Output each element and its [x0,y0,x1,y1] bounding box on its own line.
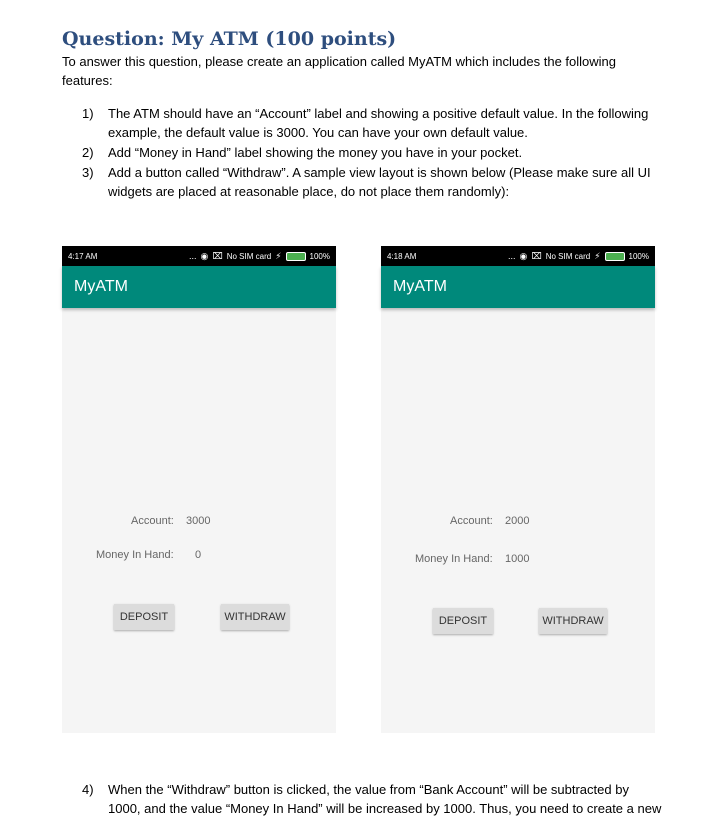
wifi-icon: ◉ [519,250,528,261]
phone-screenshot-after [381,246,655,733]
list-text: The ATM should have an “Account” label and showing a positive default value. In the following example, the default value is 3000. You can have your own default value. [108,106,649,140]
app-bar [62,266,336,308]
battery-icon [286,252,306,261]
status-bar [62,246,336,266]
list-number: 4) [82,782,94,797]
list-text: Add a button called “Withdraw”. A sample view layout is shown below (Please make sure all UI widgets are placed at reasonable place, do not place them randomly): [108,165,651,199]
charging-icon: ⚡ [275,250,282,261]
list-item [82,143,662,162]
question-title: Question: My ATM (100 points) [62,28,397,50]
feature-list-continued [82,780,662,819]
list-number: 2) [82,145,94,160]
money-in-hand-label: Money In Hand: [415,553,493,565]
app-title: MyATM [74,278,128,295]
intro-paragraph: To answer this question, please create an application called MyATM which includes the following features: [62,54,616,88]
money-in-hand-value: 1000 [505,553,530,565]
charging-icon: ⚡ [594,250,601,261]
list-item [82,780,662,818]
money-in-hand-label: Money In Hand: [96,549,174,561]
wifi-icon: ◉ [200,250,209,261]
list-number: 3) [82,165,94,180]
account-label: Account: [450,515,493,527]
list-item [82,163,662,201]
app-title: MyATM [393,278,447,295]
account-value: 2000 [505,515,530,527]
sim-status: No SIM card [226,251,272,261]
account-label: Account: [131,515,174,527]
list-item [82,104,662,142]
signal-dots-icon: ... [188,251,197,261]
status-bar [381,246,655,266]
sim-status: No SIM card [545,251,591,261]
app-bar [381,266,655,308]
phone-screenshot-before [62,246,336,733]
no-sim-icon: ⌧ [212,250,223,261]
withdraw-button[interactable]: WITHDRAW [539,608,607,634]
feature-list [82,104,662,202]
list-number: 1) [82,106,94,121]
list-text: Add “Money in Hand” label showing the money you have in your pocket. [108,145,523,160]
signal-dots-icon: ... [507,251,516,261]
status-time: 4:18 AM [387,251,417,261]
battery-icon [605,252,625,261]
no-sim-icon: ⌧ [531,250,542,261]
money-in-hand-value: 0 [195,549,202,561]
status-time: 4:17 AM [68,251,98,261]
withdraw-button[interactable]: WITHDRAW [221,604,289,630]
account-value: 3000 [186,515,211,527]
battery-percent: 100% [628,251,649,261]
deposit-button[interactable]: DEPOSIT [433,608,493,634]
deposit-button[interactable]: DEPOSIT [114,604,174,630]
list-text: When the “Withdraw” button is clicked, the value from “Bank Account” will be subtracted by 1000, and the value “Money In Hand” will be increased by 1000. Thus, you need to create a new [108,782,662,816]
battery-percent: 100% [309,251,330,261]
